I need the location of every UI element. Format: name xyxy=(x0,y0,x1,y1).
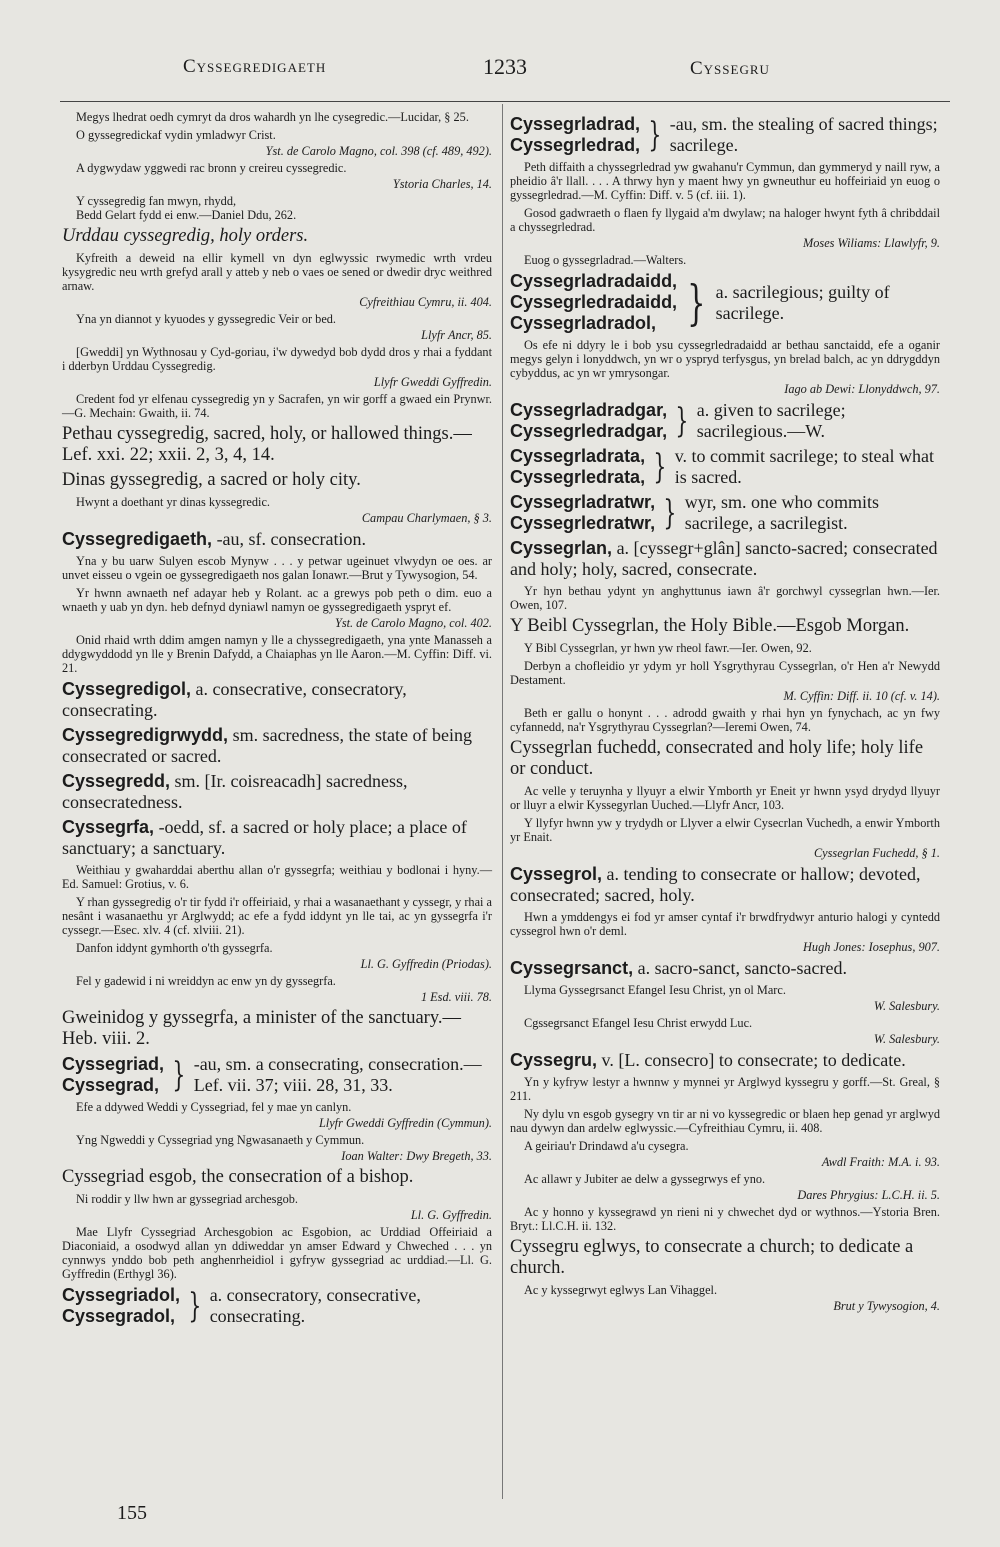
sub-entry: Pethau cyssegredig, sacred, holy, or hallowed things.—Lef. xxi. 22; xxii. 2, 3, 4, 14. xyxy=(62,424,472,465)
citation: Ll. G. Gyffredin. xyxy=(410,1208,492,1222)
sub-entry: Urddau cyssegredig, holy orders. xyxy=(62,226,309,246)
quotation: Megys lhedrat oedh cymryt da dros wahardh yn lhe cysegredic.—Lucidar, § 25. xyxy=(76,110,469,124)
headword: Cyssegriadol, xyxy=(62,1285,181,1305)
definition: a. [cyssegr+glân] sancto-sacred; consecrated and holy; holy, sacred, consecrate. xyxy=(510,538,938,579)
headword: Cyssegredigaeth, xyxy=(62,529,213,549)
paired-headword-entry xyxy=(510,114,940,156)
paired-headword-entry xyxy=(510,271,940,334)
citation: Cyfreithiau Cymru, ii. 404. xyxy=(359,295,492,309)
headword-group xyxy=(62,1285,180,1327)
column-divider xyxy=(502,104,503,1499)
quotation: Kyfreith a deweid na ellir kymell vn dyn eglwyssic rwymedic wrth vrdeu kysygredic neu wrth grefyd arall y atteb y neb o vaes oe sened or dwedir dryc weithred arnaw. xyxy=(62,251,492,293)
headword: Cyssegru, xyxy=(510,1050,598,1070)
definition: a. sacro-sanct, sancto-sacred. xyxy=(633,958,847,978)
brace-glyph: } xyxy=(675,401,689,441)
headword: Cyssegredigol, xyxy=(62,679,192,699)
headword: Cyssegrladradaidd, xyxy=(510,271,678,291)
headword: Cyssegrladradgar, xyxy=(510,400,668,420)
quotation: A geiriau'r Drindawd a'u cysegra. xyxy=(524,1139,689,1153)
quotation: Ni roddir y llw hwn ar gyssegriad archesgob. xyxy=(76,1192,298,1206)
citation: Dares Phrygius: L.C.H. ii. 5. xyxy=(797,1188,940,1202)
headword: Cyssegrladratwr, xyxy=(510,492,656,512)
paired-headword-entry xyxy=(62,1285,492,1327)
quotation: Os efe ni ddyry le i bob ysu cyssegrledradaidd ar bethau sanctaidd, efe a oganir megys gelyn i lonyddwch, yn wr o yspryd terfysgus, yn brelad balch, ac yn ddrygddyn cybyddus, ac yn wr ymrysongar. xyxy=(510,338,940,380)
headword: Cyssegredigrwydd, xyxy=(62,725,229,745)
citation: Awdl Fraith: M.A. i. 93. xyxy=(821,1155,940,1169)
definition: a. tending to consecrate or hallow; devoted, consecrated; sacred, holy. xyxy=(510,864,921,905)
definition: a. given to sacrilege; sacrilegious.—W. xyxy=(696,400,846,441)
headword-entry xyxy=(510,538,940,580)
definition: v. to commit sacrilege; to steal what is sacred. xyxy=(674,446,934,487)
quotation: Yna yn diannot y kyuodes y gyssegredic Veir or bed. xyxy=(76,312,337,326)
quotation: Peth diffaith a chyssegrledrad yw gwahanu'r Cymmun, dan gymmeryd y naill ryw, a pheidio â'r llall. . . . A thrwy hyn y maent hwy yn gwneuthur eu hoffeiriaid yn euog o gyssegrledrad.—M. Cyffin: Diff. v. 5 (cf. iii. 1). xyxy=(510,160,940,202)
left-column xyxy=(62,110,492,1331)
definition: -au, sm. a consecrating, consecration.—Lef. vii. 37; viii. 28, 31, 33. xyxy=(193,1054,482,1095)
headword-group xyxy=(510,271,677,334)
citation: Ioan Walter: Dwy Bregeth, 33. xyxy=(341,1149,492,1163)
headword: Cyssegrfa, xyxy=(62,817,155,837)
verse-line: Bedd Gelart fydd ei enw.—Daniel Ddu, 262. xyxy=(76,208,297,222)
headword-group xyxy=(510,400,667,442)
quotation: Danfon iddynt gymhorth o'th gyssegrfa. xyxy=(76,941,273,955)
definition: a. consecrative, consecratory, consecrating. xyxy=(62,679,407,720)
paired-headword-entry xyxy=(62,1054,492,1096)
citation: Yst. de Carolo Magno, col. 398 (cf. 489, 492). xyxy=(265,144,492,158)
quotation: Cgssegrsanct Efangel Iesu Christ erwydd Luc. xyxy=(524,1016,753,1030)
headword-group xyxy=(62,1054,164,1096)
quotation: Y Bibl Cyssegrlan, yr hwn yw rheol fawr.—Ier. Owen, 92. xyxy=(524,641,812,655)
verse-line: Y cyssegredig fan mwyn, rhydd, xyxy=(76,194,237,208)
citation: Yst. de Carolo Magno, col. 402. xyxy=(334,616,492,630)
citation: W. Salesbury. xyxy=(873,999,940,1013)
citation: Llyfr Gweddi Gyffredin (Cymmun). xyxy=(318,1116,492,1130)
definition: a. consecratory, consecrative, consecrating. xyxy=(209,1285,421,1326)
sub-entry: Cyssegriad esgob, the consecration of a bishop. xyxy=(62,1167,414,1187)
headword: Cyssegrladrad, xyxy=(510,114,641,134)
headword-entry xyxy=(510,958,940,979)
quotation: Derbyn a chofleidio yr ydym yr holl Ysgrythyrau Cyssegrlan, o'r Hen a'r Newydd Destament. xyxy=(510,659,940,687)
headword-entry xyxy=(62,725,492,767)
headword-entry xyxy=(62,817,492,859)
quotation: Credent fod yr elfenau cyssegredig yn y Sacrafen, yn wir gorff a gwaed ein Prynwr.—G. Mechain: Gwaith, ii. 74. xyxy=(62,392,492,420)
sub-entry: Cyssegrlan fuchedd, consecrated and holy life; holy life or conduct. xyxy=(510,738,924,779)
headword: Cyssegrol, xyxy=(510,864,603,884)
headword-entry xyxy=(62,771,492,813)
header-rule xyxy=(60,101,950,102)
header-page-number: 1233 xyxy=(483,54,527,79)
quotation: Yn y kyfryw lestyr a hwnnw y mynnei yr Arglwyd kyssegru y gorff.—St. Greal, § 211. xyxy=(510,1075,940,1103)
quotation: [Gweddi] yn Wythnosau y Cyd-goriau, i'w dywedyd bob dydd dros y rhai a fyddant i dderbyn Urddau Cyssegredig. xyxy=(62,345,492,373)
quotation: Mae Llyfr Cyssegriad Archesgobion ac Esgobion, ac Urddiad Offeiriaid a Diaconiaid, a osodwyd allan yn ddiweddar yn amser Edward y Chweched . . . yn cynnwys ynddo bob peth anghenrheidiol i gyfryw gyssegriad ac urddiad.—Ll. G. Gyffredin (Erthygl 36). xyxy=(62,1225,492,1281)
definition: sm. [Ir. coisreacadh] sacredness, consecratedness. xyxy=(62,771,408,812)
page-signature: 155 xyxy=(117,1502,147,1524)
headword: Cyssegriad, xyxy=(62,1054,165,1074)
definition: sm. sacredness, the state of being consecrated or sacred. xyxy=(62,725,472,766)
quotation: Hwynt a doethant yr dinas kyssegredic. xyxy=(76,495,270,509)
headword-entry xyxy=(62,679,492,721)
definition: a. sacrilegious; guilty of sacrilege. xyxy=(715,281,890,323)
headword-entry xyxy=(510,864,940,906)
quotation: Euog o gyssegrladrad.—Walters. xyxy=(524,253,687,267)
citation: Ystoria Charles, 14. xyxy=(392,177,492,191)
brace-glyph: } xyxy=(648,115,662,155)
citation: M. Cyffin: Diff. ii. 10 (cf. v. 14). xyxy=(783,689,940,703)
quotation: Beth er gallu o honynt . . . adrodd gwaith y rhai hyn yn fynychach, ac yn fwy cyfannedd, na'r Ysgrythyrau Cyssegrlan?—Ieremi Owen, 74. xyxy=(510,706,940,734)
brace-glyph: } xyxy=(687,274,706,331)
citation: Llyfr Ancr, 85. xyxy=(421,328,492,342)
quotation: A dygwydaw yggwedi rac bronn y creireu cyssegredic. xyxy=(76,161,347,175)
headword: Cyssegrledratwr, xyxy=(510,513,656,533)
headword-group xyxy=(510,492,655,534)
citation: Moses Wiliams: Llawlyfr, 9. xyxy=(803,236,940,250)
quotation: Ac velle y teruynha y llyuyr a elwir Ymborth yr Eneit yr hwnn ysyd drydyd llyuyr or lluyr a elwir Kyssegyrlan Uuched.—Llyfr Ancr, 103. xyxy=(510,784,940,812)
headword: Cyssegrladradol, xyxy=(510,313,657,333)
brace-glyph: } xyxy=(663,493,677,533)
citation: Ll. G. Gyffredin (Priodas). xyxy=(360,957,492,971)
headword-group xyxy=(510,446,645,488)
quotation: Efe a ddywed Weddi y Cyssegriad, fel y mae yn canlyn. xyxy=(76,1100,352,1114)
quotation: Onid rhaid wrth ddim amgen namyn y lle a chyssegredigaeth, yna ynte Manasseh a ddygwyddodd yn lle y Brenin Dafydd, a Chaiaphas yn lle Aaron.—M. Cyffin: Diff. vi. 21. xyxy=(62,633,492,675)
definition: v. [L. consecro] to consecrate; to dedicate. xyxy=(597,1050,906,1070)
citation: Llyfr Gweddi Gyffredin. xyxy=(373,375,492,389)
headword: Cyssegredd, xyxy=(62,771,171,791)
quotation: Gosod gadwraeth o flaen fy llygaid a'm dwylaw; na haloger hwynt fyth â chribddail a chyssegrledrad. xyxy=(510,206,940,234)
headword: Cyssegrad, xyxy=(62,1075,160,1095)
brace-glyph: } xyxy=(172,1055,186,1095)
quotation: O gyssegredickaf vydin ymladwyr Crist. xyxy=(76,128,276,142)
citation: Iago ab Dewi: Llonyddwch, 97. xyxy=(784,382,940,396)
quotation: Hwn a ymddengys ei fod yr amser cyntaf i'r brwdfrydwyr anturio halogi y cyntedd cyssegrol hwn o'r deml. xyxy=(510,910,940,938)
sub-entry: Dinas gyssegredig, a sacred or holy city. xyxy=(62,470,361,490)
citation: Hugh Jones: Iosephus, 907. xyxy=(803,940,940,954)
brace-glyph: } xyxy=(188,1286,202,1326)
citation: 1 Esd. viii. 78. xyxy=(420,990,492,1004)
brace-glyph: } xyxy=(653,447,667,487)
quotation: Ny dylu vn esgob gysegry vn tir ar ni vo kyssegredic or blaen hep genad yr arglwyd nau dywyn dan ardelw eglwyssic.—Cyfreithiau Cymru, ii. 408. xyxy=(510,1107,940,1135)
header-left-guide-word: Cyssegredigaeth xyxy=(183,56,327,77)
paired-headword-entry xyxy=(510,492,940,534)
definition: wyr, sm. one who commits sacrilege, a sacrilegist. xyxy=(684,492,879,533)
quotation: Ac allawr y Jubiter ae delw a gyssegrwys ef yno. xyxy=(524,1172,766,1186)
headword-group xyxy=(510,114,640,156)
quotation: Weithiau y gwaharddai aberthu allan o'r gyssegrfa; weithiau y bodlonai i hyny.—Ed. Samuel: Grotius, v. 6. xyxy=(62,863,492,891)
headword: Cyssegrledradaidd, xyxy=(510,292,678,312)
paired-headword-entry xyxy=(510,400,940,442)
quotation: Ac y kyssegrwyt eglwys Lan Vihaggel. xyxy=(524,1283,718,1297)
sub-entry: Y Beibl Cyssegrlan, the Holy Bible.—Esgob Morgan. xyxy=(510,616,910,636)
quotation: Y rhan gyssegredig o'r tir fydd i'r offeiriaid, y rhai a wasanaethant y cyssegr, y rhai a nesânt i wasanaethu yr Arglwydd; ac efe a fydd iddynt yn lle tai, ac yn gyssegrfa i'r cyssegr.—Esec. xlv. 4 (cf. xlviii. 21). xyxy=(62,895,492,937)
headword: Cyssegrlan, xyxy=(510,538,613,558)
quotation: Y llyfyr hwnn yw y trydydh or Llyver a elwir Cysecrlan Vuchedh, a enwir Ymborth yr Enait. xyxy=(510,816,940,844)
quotation: Fel y gadewid i ni wreiddyn ac enw yn dy gyssegrfa. xyxy=(76,974,336,988)
headword-entry xyxy=(62,529,492,550)
definition: -oedd, sf. a sacred or holy place; a place of sanctuary; a sanctuary. xyxy=(62,817,467,858)
header-right-guide-word: Cyssegru xyxy=(690,58,770,79)
quotation: Llyma Gyssegrsanct Efangel Iesu Christ, yn ol Marc. xyxy=(524,983,786,997)
page-header xyxy=(0,56,1000,88)
citation: W. Salesbury. xyxy=(873,1032,940,1046)
quotation: Ac y honno y kyssegrawd yn rieni ni y chwechet dyd or wythnos.—Ystoria Bren. Bryt.: Ll.C.H. ii. 132. xyxy=(510,1205,940,1233)
headword: Cyssegrledrata, xyxy=(510,467,646,487)
quotation: Yng Ngweddi y Cyssegriad yng Ngwasanaeth y Cymmun. xyxy=(76,1133,365,1147)
citation: Cyssegrlan Fuchedd, § 1. xyxy=(813,846,940,860)
headword-entry xyxy=(510,1050,940,1071)
quotation: Yna y bu uarw Sulyen escob Mynyw . . . y petwar ugeinuet vlwydyn oe oes. ar unvet eisseu o vgein oe gyssegredigaeth nos galan Ionawr.—Brut y Tywysogion, 54. xyxy=(62,554,492,582)
sub-entry: Gweinidog y gyssegrfa, a minister of the sanctuary.—Heb. viii. 2. xyxy=(62,1008,462,1049)
paired-headword-entry xyxy=(510,446,940,488)
quotation: Yr hwnn awnaeth nef adayar heb y Rolant. ac a grewys pob peth o dim. euo a wnaeth y uab yn dyn. heb defnyd dyniawl namyn oe gyssegredigaeth yspryt ef. xyxy=(62,586,492,614)
definition: -au, sf. consecration. xyxy=(212,529,367,549)
headword: Cyssegrsanct, xyxy=(510,958,634,978)
right-column xyxy=(510,110,940,1316)
definition: -au, sm. the stealing of sacred things; sacrilege. xyxy=(669,114,938,155)
headword: Cyssegrledradgar, xyxy=(510,421,668,441)
citation: Brut y Tywysogion, 4. xyxy=(833,1299,940,1313)
headword: Cyssegradol, xyxy=(62,1306,176,1326)
headword: Cyssegrledrad, xyxy=(510,135,641,155)
citation: Campau Charlymaen, § 3. xyxy=(361,511,492,525)
sub-entry: Cyssegru eglwys, to consecrate a church; to dedicate a church. xyxy=(510,1237,914,1278)
quotation: Yr hyn bethau ydynt yn anghyttunus iawn â'r gorchwyl cyssegrlan hwn.—Ier. Owen, 107. xyxy=(510,584,940,612)
headword: Cyssegrladrata, xyxy=(510,446,646,466)
